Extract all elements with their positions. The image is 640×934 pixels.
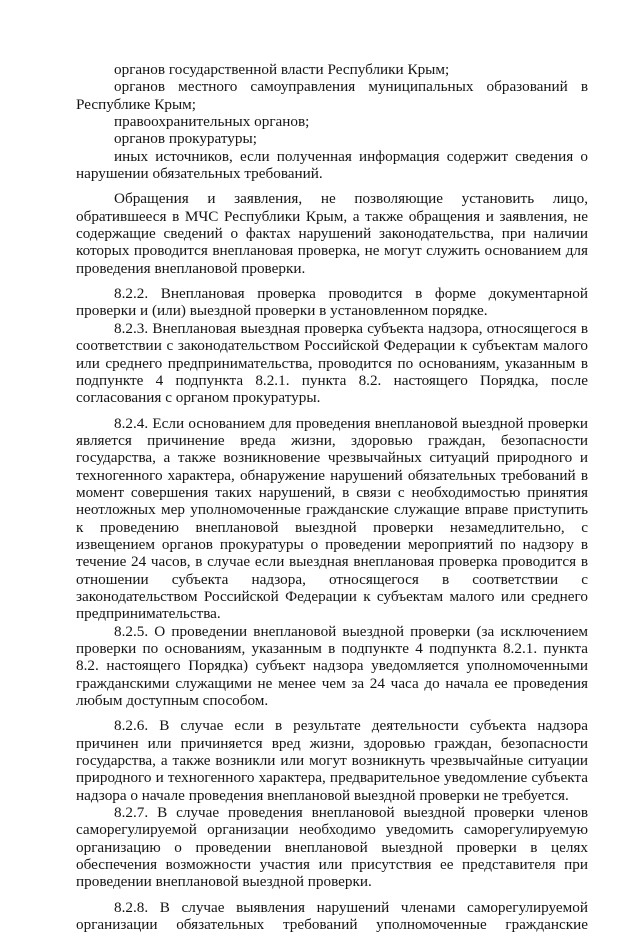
paragraph-appeals: Обращения и заявления, не позволяющие установить лицо, обратившееся в МЧС Республики Крым, а также обращения и заявления, не содержащие сведений о фактах нарушений законодательства, при наличии которых проводится внеплановая проверка, не могут служить основанием для проведения внеплановой проверки. <box>76 190 588 277</box>
paragraph-law-enforcement: правоохранительных органов; <box>114 113 310 131</box>
paragraph-8-2-5: 8.2.5. О проведении внеплановой выездной проверки (за исключением проверки по основаниям, указанным в подпункте 4 подпункта 8.2.1. пункта 8.2. настоящего Порядка) субъект надзора уведомляется уполномоченными гражданскими служащими не менее чем за 24 часа до начала ее проведения любым доступным способом. <box>76 622 588 710</box>
paragraph-8-2-4: 8.2.4. Если основанием для проведения внеплановой выездной проверки является причинение вреда жизни, здоровью граждан, безопасности государства, а также возникновение чрезвычайных ситуаций природного и техногенного характера, обнаружение нарушений обязательных требований в момент совершения таких нарушений, в связи с необходимостью принятия неотложных мер уполномоченные гражданские служащие вправе приступить к проведению внеплановой выездной проверки незамедлительно, с извещением органов прокуратуры о проведении мероприятий по надзору в течение 24 часов, в случае если выездная внеплановая проверка проводится в отношении субъекта надзора, относящегося в соответствии с законодательством Российской Федерации к субъектам малого или среднего предпринимательства. <box>76 414 588 623</box>
paragraph-prosecution: органов прокуратуры; <box>114 130 257 148</box>
paragraph-local-government: органов местного самоуправления муниципальных образований в Республике Крым; <box>76 78 588 113</box>
paragraph-8-2-6: 8.2.6. В случае если в результате деятельности субъекта надзора причинен или причиняется вред жизни, здоровью граждан, безопасности государства, а также возникли или могут возникнуть чрезвычайные ситуации природного и техногенного характера, предварительное уведомление субъекта надзора о начале проведения внеплановой выездной проверки не требуется. <box>76 717 588 804</box>
paragraph-8-2-8: 8.2.8. В случае выявления нарушений членами саморегулируемой организации обязательных требований уполномоченные гражданские <box>76 898 588 934</box>
paragraph-state-authorities: органов государственной власти Республики Крым; <box>114 61 450 78</box>
document-page <box>76 61 588 934</box>
paragraph-8-2-7: 8.2.7. В случае проведения внеплановой выездной проверки членов саморегулируемой организации необходимо уведомить саморегулируемую организацию о проведении внеплановой выездной проверки в целях обеспечения возможности участия или присутствия ее представителя при проведении внеплановой выездной проверки. <box>76 804 588 891</box>
paragraph-8-2-2: 8.2.2. Внеплановая проверка проводится в форме документарной проверки и (или) выездной проверки в установленном порядке. <box>76 285 588 320</box>
paragraph-8-2-3: 8.2.3. Внеплановая выездная проверка субъекта надзора, относящегося в соответствии с законодательством Российской Федерации к субъектам малого или среднего предпринимательства, проводится по основаниям, указанным в подпункте 4 подпункта 8.2.1. пункта 8.2. настоящего Порядка, после согласования с органом прокуратуры. <box>76 319 588 407</box>
paragraph-other-sources: иных источников, если полученная информация содержит сведения о нарушении обязательных требований. <box>76 147 588 183</box>
